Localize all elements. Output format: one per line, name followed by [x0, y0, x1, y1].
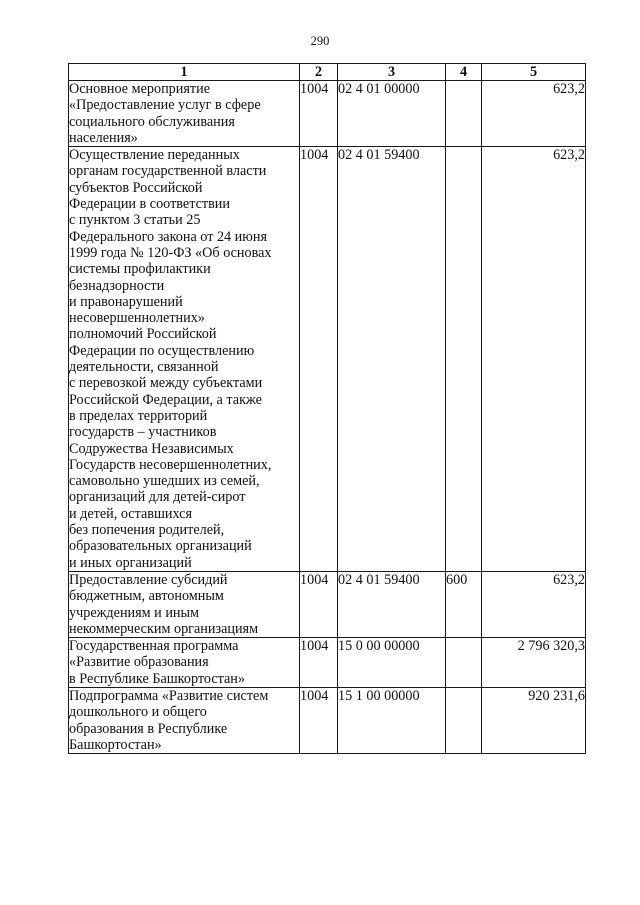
column-header-2: 2 [300, 64, 338, 81]
row-name-line: и иных организаций [69, 554, 192, 571]
row-name-cell [69, 638, 300, 688]
row-name-line: безнадзорности [69, 277, 165, 294]
row-name-line: несовершеннолетних» [69, 310, 205, 327]
header-row [69, 64, 586, 81]
row-name-line: некоммерческим организациям [69, 620, 259, 637]
row-name-line: самовольно ушедших из семей, [69, 473, 260, 490]
target-article-cell: 15 0 00 00000 [338, 638, 446, 688]
row-name-line: органам государственной власти [69, 163, 267, 180]
row-name-line: Федерального закона от 24 июня [69, 228, 267, 245]
amount-cell: 623,2 [482, 571, 586, 637]
row-name-line: социального обслуживания [69, 113, 235, 130]
row-name-line: субъектов Российской [69, 179, 203, 196]
column-header-1: 1 [69, 64, 300, 81]
table-header [69, 64, 586, 81]
row-name-line: Российской Федерации, а также [69, 391, 262, 408]
table-row [69, 571, 586, 637]
row-name-line: населения» [69, 129, 138, 146]
row-name-line: Государств несовершеннолетних, [69, 456, 272, 473]
table-row [69, 147, 586, 572]
row-name-line: дошкольного и общего [69, 704, 207, 721]
expense-type-cell [446, 638, 482, 688]
row-name-line: Федерации по осуществлению [69, 342, 255, 359]
row-name-line: в Республике Башкортостан» [69, 670, 245, 687]
row-name-line: полномочий Российской [69, 326, 217, 343]
row-name-line: Федерации в соответствии [69, 196, 230, 213]
row-name-line: образовательных организаций [69, 538, 252, 555]
expense-type-cell [446, 687, 482, 753]
row-name-line: 1999 года № 120-ФЗ «Об основах [69, 244, 272, 261]
row-name-line: с перевозкой между субъектами [69, 375, 263, 392]
amount-cell: 920 231,6 [482, 687, 586, 753]
row-name-cell [69, 147, 300, 572]
amount-cell: 623,2 [482, 81, 586, 147]
row-name-line: и детей, оставшихся [69, 505, 192, 522]
row-name-line: «Развитие образования [69, 654, 209, 671]
row-name-line: учреждениям и иным [69, 604, 200, 621]
column-header-3: 3 [338, 64, 446, 81]
row-name-line: с пунктом 3 статьи 25 [69, 212, 201, 229]
target-article-cell: 15 1 00 00000 [338, 687, 446, 753]
row-name-line: образования в Республике [69, 720, 228, 737]
column-header-5: 5 [482, 64, 586, 81]
table-body [69, 81, 586, 754]
row-name-line: Основное мероприятие [69, 81, 210, 97]
row-name-line: «Предоставление услуг в сфере [69, 97, 261, 114]
row-name-line: Башкортостан» [69, 736, 162, 753]
page-number: 290 [310, 34, 330, 48]
row-name-line: Подпрограмма «Развитие систем [69, 687, 269, 704]
table-row [69, 81, 586, 147]
row-name-line: государств – участников [69, 424, 217, 441]
target-article-cell: 02 4 01 00000 [338, 81, 446, 147]
expense-type-cell: 600 [446, 571, 482, 637]
row-name-line: организаций для детей-сирот [69, 489, 246, 506]
target-article-cell: 02 4 01 59400 [338, 147, 446, 572]
section-cell: 1004 [300, 147, 338, 572]
row-name-cell [69, 571, 300, 637]
row-name-line: Осуществление переданных [69, 147, 240, 164]
budget-table [68, 63, 586, 754]
column-header-4: 4 [446, 64, 482, 81]
amount-cell: 623,2 [482, 147, 586, 572]
section-cell: 1004 [300, 571, 338, 637]
expense-type-cell [446, 81, 482, 147]
row-name-line: Содружества Независимых [69, 440, 234, 457]
row-name-line: Предоставление субсидий [69, 571, 228, 588]
table-row [69, 687, 586, 753]
row-name-line: деятельности, связанной [69, 359, 219, 376]
row-name-line: системы профилактики [69, 261, 211, 278]
row-name-line: в пределах территорий [69, 407, 208, 424]
expense-type-cell [446, 147, 482, 572]
table-row [69, 638, 586, 688]
row-name-line: Государственная программа [69, 638, 239, 655]
section-cell: 1004 [300, 687, 338, 753]
row-name-line: и правонарушений [69, 293, 183, 310]
target-article-cell: 02 4 01 59400 [338, 571, 446, 637]
section-cell: 1004 [300, 638, 338, 688]
row-name-line: без попечения родителей, [69, 522, 225, 539]
section-cell: 1004 [300, 81, 338, 147]
row-name-cell [69, 81, 300, 147]
amount-cell: 2 796 320,3 [482, 638, 586, 688]
row-name-cell [69, 687, 300, 753]
row-name-line: бюджетным, автономным [69, 588, 224, 605]
